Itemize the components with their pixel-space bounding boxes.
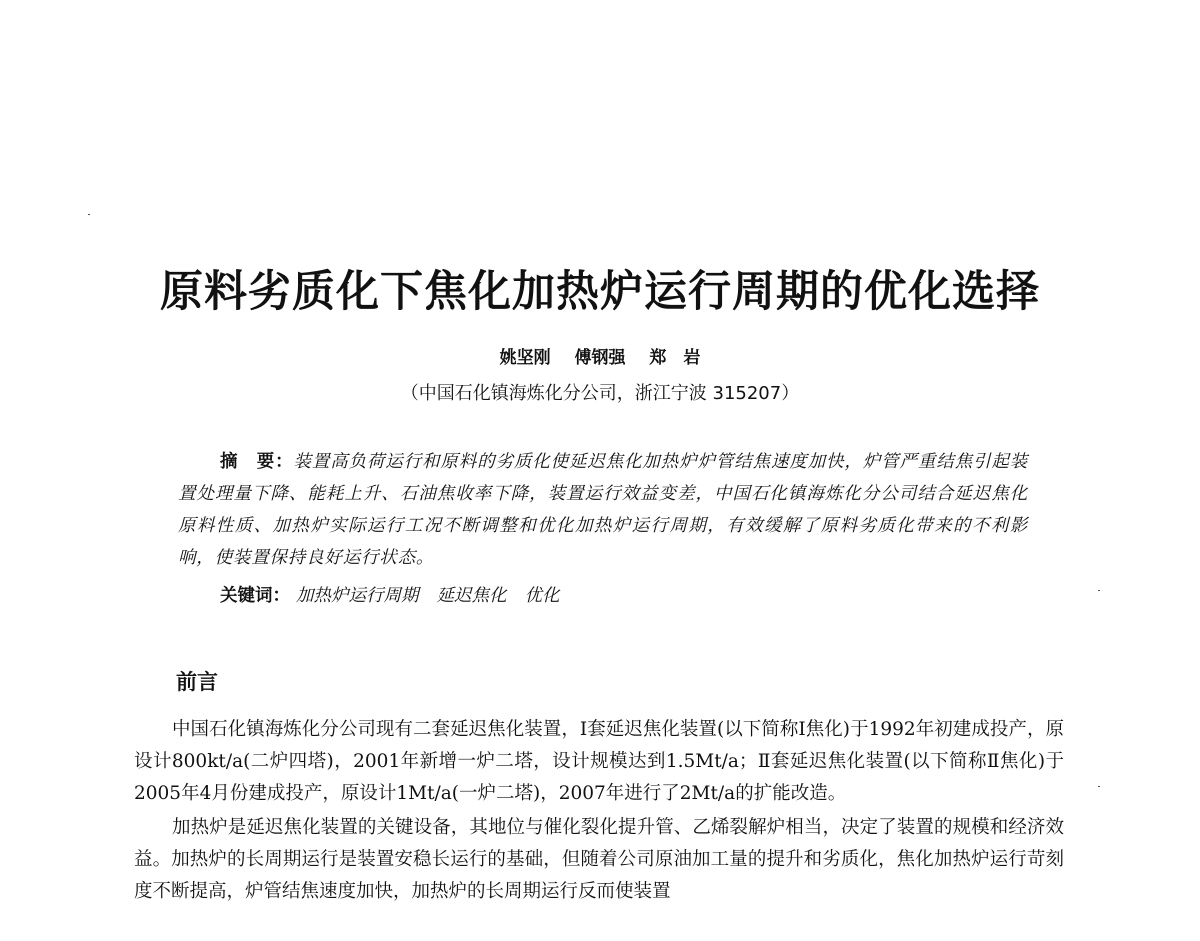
abstract-label: 摘 要： [220, 452, 294, 472]
keyword: 延迟焦化 [436, 586, 507, 606]
keywords-label: 关键词： [220, 586, 290, 606]
keywords-line [220, 582, 572, 610]
scan-artifact [1098, 590, 1100, 591]
body-paragraph: 中国石化镇海炼化分公司现有二套延迟焦化装置，Ⅰ套延迟焦化装置(以下简称Ⅰ焦化)于1992年初建成投产，原设计800kt/a(二炉四塔)，2001年新增一炉二塔，设计规模达到1.5Mt/a；Ⅱ套延迟焦化装置(以下简称Ⅱ焦化)于2005年4月份建成投产，原设计1Mt/a(一炉二塔)，2007年进行了2Mt/a的扩能改造。 [134, 719, 1064, 804]
abstract-text: 装置高负荷运行和原料的劣质化使延迟焦化加热炉炉管结焦速度加快，炉管严重结焦引起装置处理量下降、能耗上升、石油焦收率下降，装置运行效益变差，中国石化镇海炼化分公司结合延迟焦化原料性质、加热炉实际运行工况不断调整和优化加热炉运行周期，有效缓解了原料劣质化带来的不利影响，使装置保持良好运行状态。 [178, 452, 1029, 568]
author-affiliation: （中国石化镇海炼化分公司，浙江宁波 315207） [400, 383, 800, 404]
section-body [134, 714, 1064, 910]
keyword: 优化 [524, 586, 560, 606]
section-heading: 前言 [176, 670, 218, 694]
scan-artifact [88, 214, 90, 215]
author-name: 郑 岩 [649, 348, 701, 368]
paper-title: 原料劣质化下焦化加热炉运行周期的优化选择 [160, 267, 1040, 317]
abstract-block [178, 446, 1028, 574]
author-name: 傅钢强 [574, 348, 626, 368]
scan-artifact [1098, 786, 1100, 787]
author-name: 姚坚刚 [499, 348, 551, 368]
keyword: 加热炉运行周期 [296, 586, 419, 606]
author-list [0, 345, 1200, 371]
body-paragraph: 加热炉是延迟焦化装置的关键设备，其地位与催化裂化提升管、乙烯裂解炉相当，决定了装置的规模和经济效益。加热炉的长周期运行是装置安稳长运行的基础，但随着公司原油加工量的提升和劣质化，焦化加热炉运行苛刻度不断提高，炉管结焦速度加快，加热炉的长周期运行反而使装置 [134, 817, 1064, 902]
